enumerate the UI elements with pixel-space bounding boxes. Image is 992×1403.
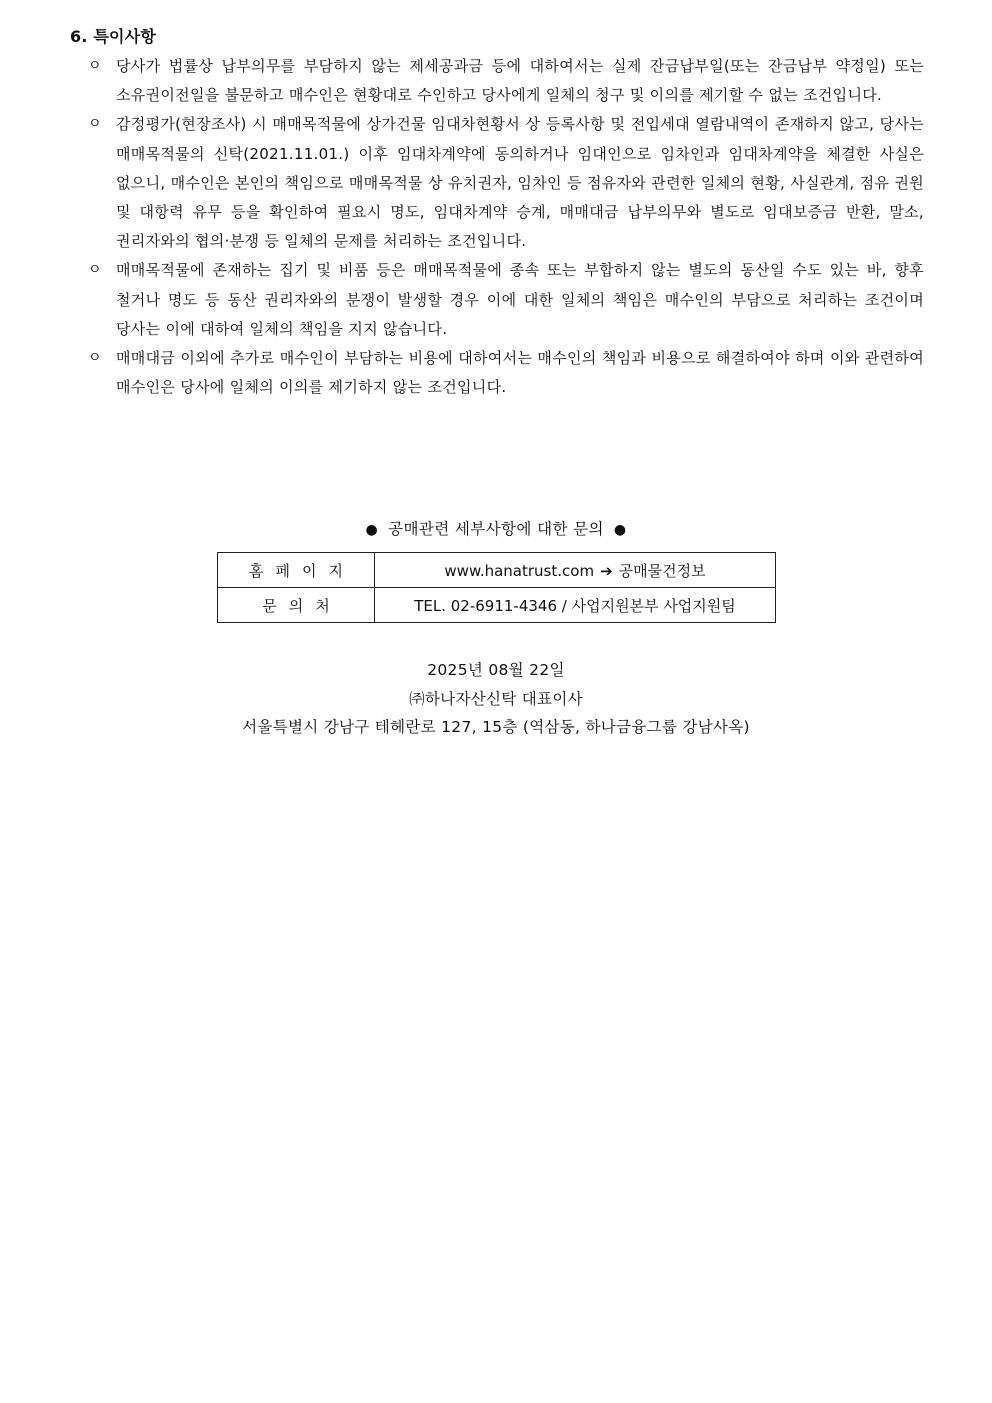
circle-bullet-icon: ㅇ [88,58,102,74]
contact-label-cell [218,588,375,623]
condition-list [88,52,924,402]
homepage-link[interactable]: www.hanatrust.com [444,561,595,580]
arrow-right-icon: ➔ [600,561,613,580]
contact-label: 문의처 [262,596,342,615]
company-signature: ㈜하나자산신탁 대표이사 [409,690,583,708]
homepage-label-cell [218,553,375,588]
contact-value-cell [375,588,776,623]
condition-item [88,110,924,256]
condition-text: 매매대금 이외에 추가로 매수인이 부담하는 비용에 대하여서는 매수인의 책임과 비용으로 해결하여야 하며 이와 관련하여 매수인은 당사에 일체의 이의를 제기하지 않는 조건입니다. [116,349,924,397]
homepage-label: 홈페이지 [249,561,355,580]
condition-text: 감정평가(현장조사) 시 매매목적물에 상가건물 임대차현황서 상 등록사항 및 전입세대 열람내역이 존재하지 않고, 당사는 매매목적물의 신탁(2021.11.01.) 이후 임대차계약에 동의하거나 임대인으로 임차인과 임대차계약을 체결한 사실은 없으니, 매수인은 본인의 책임으로 매매목적물 상 유치권자, 임차인 등 점유자와 관련한 일체의 현황, 사실관계, 점유 권원 및 대항력 유무 등을 확인하여 필요시 명도, 임대차계약 승계, 매매대금 납부의무와 별도로 임대보증금 반환, 말소, 권리자와의 협의·분쟁 등 일체의 문제를 처리하는 조건입니다. [116,115,924,251]
table-row [218,553,776,588]
section-title: 6. 특이사항 [70,27,157,46]
contact-value: TEL. 02-6911-4346 / 사업지원본부 사업지원팀 [414,596,736,615]
circle-bullet-icon: ㅇ [88,350,102,367]
circle-bullet-icon: ㅇ [88,262,102,279]
homepage-menu-text: 공매물건정보 [618,561,706,580]
homepage-value-cell [375,553,776,588]
company-address: 서울특별시 강남구 테헤란로 127, 15층 (역삼동, 하나금융그룹 강남사옥) [242,718,750,736]
table-row [218,588,776,623]
condition-text: 매매목적물에 존재하는 집기 및 비품 등은 매매목적물에 종속 또는 부합하지 않는 별도의 동산일 수도 있는 바, 향후 철거나 명도 등 동산 권리자와의 분쟁이 발생할 경우 이에 대한 일체의 책임은 매수인의 부담으로 처리하는 조건이며 당사는 이에 대하여 일체의 책임을 지지 않습니다. [116,261,924,338]
inquiry-heading [0,517,992,539]
condition-text: 당사가 법률상 납부의무를 부담하지 않는 제세공과금 등에 대하여서는 실제 잔금납부일(또는 잔금납부 약정일) 또는 소유권이전일을 불문하고 매수인은 현황대로 수인하고 당사에게 일체의 청구 및 이의를 제기할 수 없는 조건입니다. [116,57,924,105]
condition-item [88,344,924,402]
issue-date: 2025년 08월 22일 [427,661,565,679]
condition-item [88,256,924,344]
circle-bullet-icon: ㅇ [88,116,102,133]
black-dot-icon: ● [365,522,379,538]
condition-item [88,52,924,110]
black-dot-icon: ● [613,522,627,538]
inquiry-heading-text: 공매관련 세부사항에 대한 문의 [388,520,604,538]
inquiry-table [217,552,776,623]
